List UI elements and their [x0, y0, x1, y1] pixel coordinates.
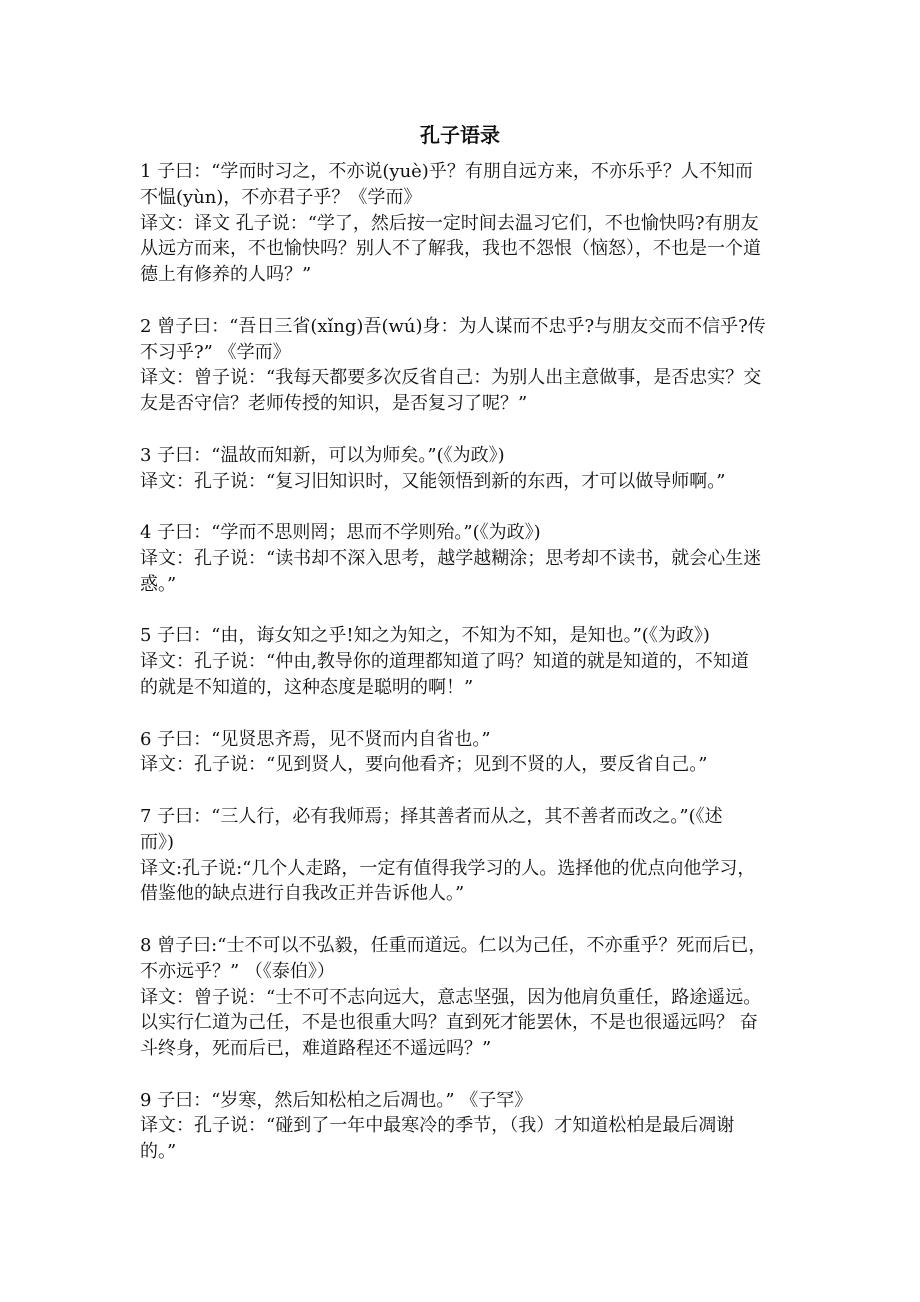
text-line: 惑。” — [140, 573, 177, 595]
quote-entry — [140, 314, 790, 417]
text-line: 的就是不知道的，这种态度是聪明的啊！” — [140, 676, 474, 698]
text-line: 译文：孔子说：“仲由,教导你的道理都知道了吗？知道的就是知道的，不知道 — [140, 651, 749, 673]
text-line: 斗终身，死而后已，难道路程还不遥远吗？” — [140, 1038, 492, 1060]
text-line: 的。” — [140, 1141, 177, 1163]
quote-entry — [140, 1088, 790, 1165]
text-line: 以实行仁道为己任，不是也很重大吗？直到死才能罢休，不是也很遥远吗？ 奋 — [140, 1012, 758, 1034]
text-line: 不愠(yùn)，不亦君子乎？《学而》 — [140, 186, 422, 208]
text-line: 6 子曰：“见贤思齐焉，见不贤而内自省也。” — [140, 728, 491, 750]
text-line: 借鉴他的缺点进行自我改正并告诉他人。” — [140, 883, 465, 905]
text-line: 译文：译文 孔子说：“学了，然后按一定时间去温习它们，不也愉快吗?有朋友 — [140, 212, 759, 234]
document-title: 孔子语录 — [420, 123, 500, 147]
text-line: 译文：孔子说：“见到贤人，要向他看齐；见到不贤的人，要反省自己。” — [140, 754, 708, 776]
text-line: 友是否守信？老师传授的知识，是否复习了呢？” — [140, 393, 528, 415]
text-line: 译文：孔子说：“复习旧知识时，又能领悟到新的东西，才可以做导师啊。” — [140, 470, 726, 492]
text-line: 译文：曾子说：“士不可不志向远大，意志坚强，因为他肩负重任，路途遥远。 — [140, 986, 762, 1008]
text-line: 9 子曰：“岁寒，然后知松柏之后凋也。” 《子罕》 — [140, 1089, 533, 1111]
text-line: 7 子曰：“三人行，必有我师焉；择其善者而从之，其不善者而改之。”(《述 — [140, 805, 723, 827]
quote-entry — [140, 623, 790, 700]
text-line: 4 子曰：“学而不思则罔；思而不学则殆。”(《为政》) — [140, 522, 541, 544]
quote-entry — [140, 520, 790, 597]
quote-entry — [140, 933, 790, 1062]
text-line: 从远方而来，不也愉快吗？别人不了解我，我也不怨恨（恼怒），不也是一个道 — [140, 238, 761, 260]
text-line: 译文:孔子说:“几个人走路，一定有值得我学习的人。选择他的优点向他学习， — [140, 857, 756, 879]
text-line: 不习乎?” 《学而》 — [140, 341, 291, 363]
text-line: 译文：孔子说：“碰到了一年中最寒冷的季节，（我）才知道松柏是最后凋谢 — [140, 1115, 735, 1137]
quote-entry — [140, 727, 790, 779]
text-line: 译文：曾子说：“我每天都要多次反省自己：为别人出主意做事，是否忠实？交 — [140, 367, 762, 389]
text-line: 5 子曰：“由，诲女知之乎!知之为知之，不知为不知，是知也。”(《为政》) — [140, 625, 710, 647]
text-line: 而》) — [140, 831, 175, 853]
text-line: 德上有修养的人吗？” — [140, 264, 312, 286]
quote-entry — [140, 443, 790, 495]
text-line: 3 子曰：“温故而知新，可以为师矣。”(《为政》) — [140, 444, 505, 466]
text-line: 译文：孔子说：“读书却不深入思考，越学越糊涂；思考却不读书，就会心生迷 — [140, 547, 762, 569]
text-line: 不亦远乎？” （《泰伯》） — [140, 960, 335, 982]
text-line: 8 曾子曰:“士不可以不弘毅，任重而道远。仁以为己任，不亦重乎？死而后已， — [140, 934, 767, 956]
text-line: 2 曾子曰：“吾日三省(xǐng)吾(wú)身：为人谋而不忠乎?与朋友交而不信乎?传 — [140, 315, 766, 337]
quote-entry — [140, 804, 790, 907]
text-line: 1 子曰：“学而时习之，不亦说(yuè)乎？有朋自远方来，不亦乐乎？人不知而 — [140, 161, 753, 182]
quote-entry — [140, 159, 790, 288]
document-body — [140, 159, 790, 1191]
